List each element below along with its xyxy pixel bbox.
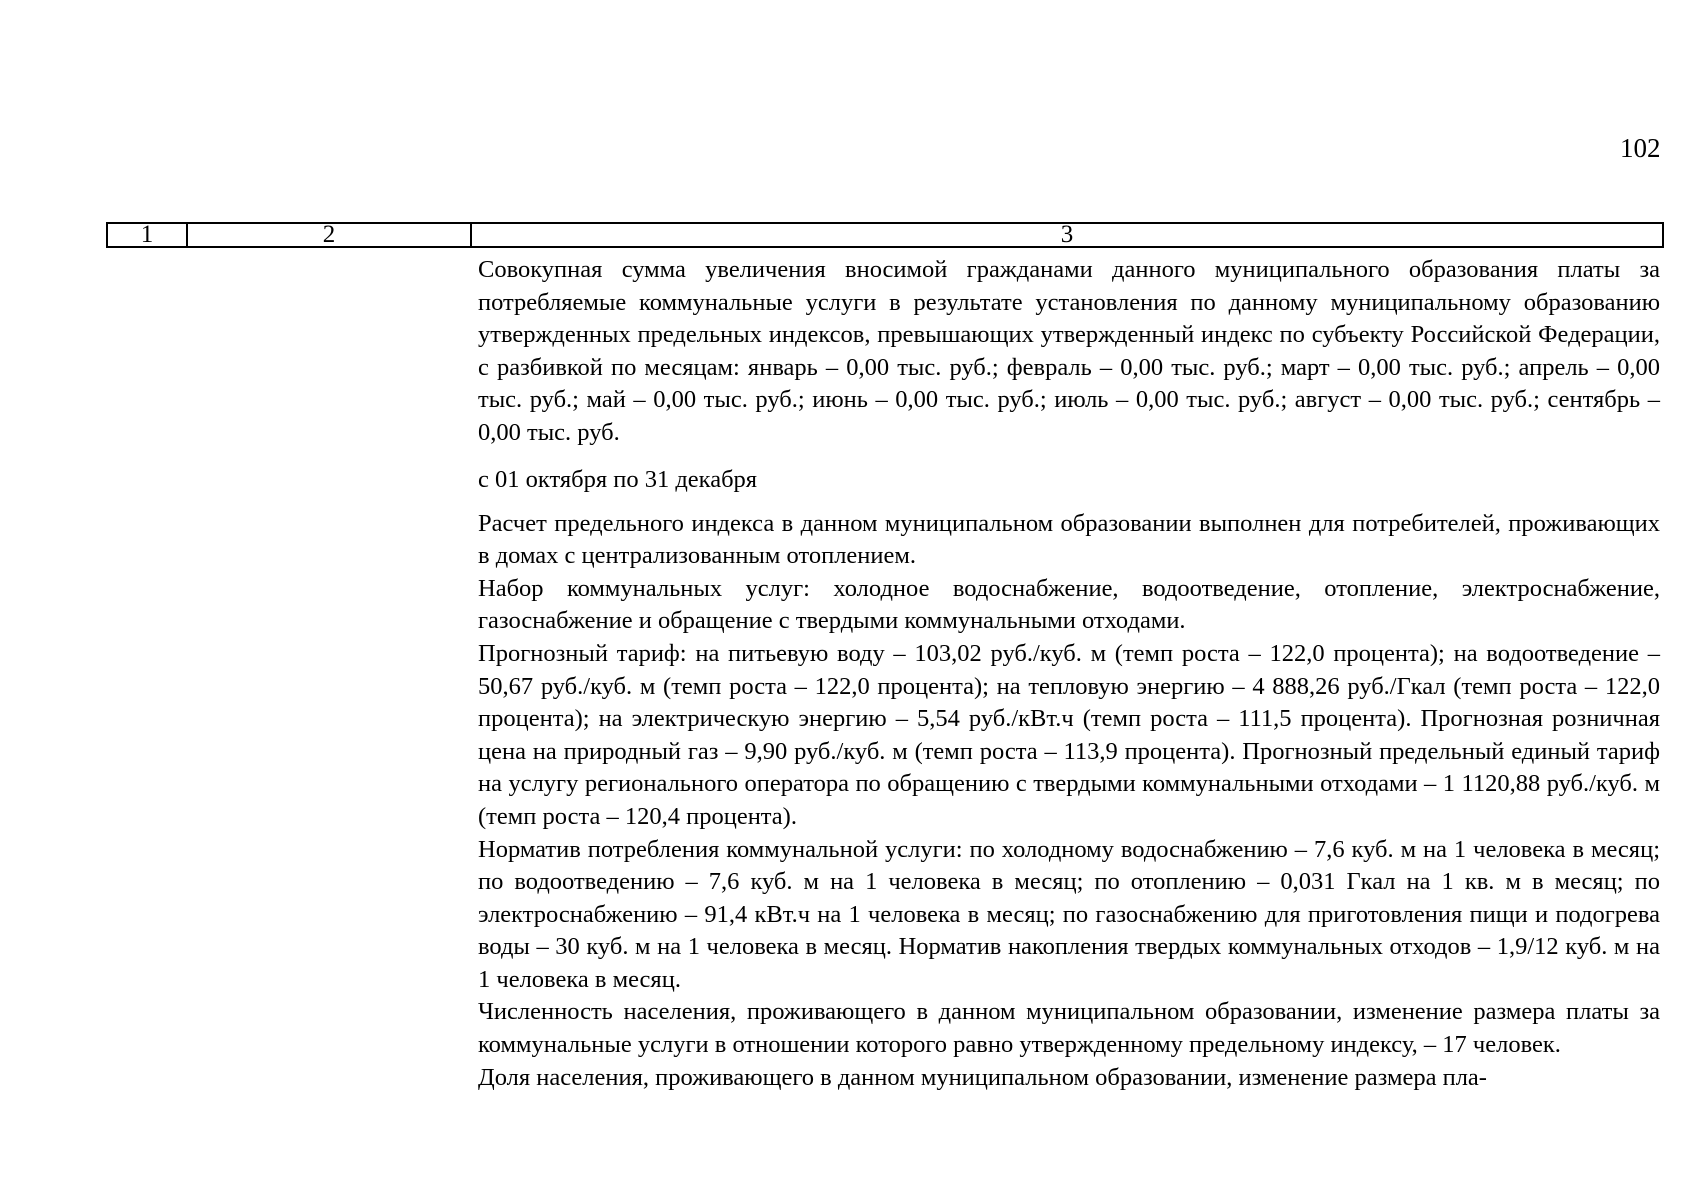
- document-body: [478, 254, 1660, 1094]
- page-number: 102: [1620, 133, 1661, 163]
- column-2-header: 2: [187, 223, 471, 247]
- population-share-paragraph: Доля населения, проживающего в данном муниципальном образовании, изменение размера пла-: [478, 1063, 1487, 1091]
- column-1-header: 1: [107, 223, 187, 247]
- tariff-paragraph: Прогнозный тариф: на питьевую воду – 103,02 руб./куб. м (темп роста – 122,0 процента); на водоотведение – 50,67 руб./куб. м (темп роста – 122,0 процента); на тепловую энергию – 4 888,26 руб./Гкал (темп роста – 122,0 процента); на электрическую энергию – 5,54 руб./кВт.ч (темп роста – 111,5 процента). Прогнозная розничная цена на природный газ – 9,90 руб./куб. м (темп роста – 113,9 процента). Прогнозный предельный единый тариф на услугу регионального оператора по обращению с твердыми коммунальными отходами – 1 1120,88 руб./куб. м (темп роста – 120,4 процента).: [478, 639, 1660, 830]
- calculation-basis-paragraph: Расчет предельного индекса в данном муниципальном образовании выполнен для потребителей, проживающих в домах с централизованным отоплением.: [478, 509, 1660, 570]
- population-paragraph: Численность населения, проживающего в данном муниципальном образовании, изменение размера платы за коммунальные услуги в отношении которого равно утвержденному предельному индексу, – 17 человек.: [478, 998, 1660, 1059]
- column-number-header: [106, 222, 1664, 248]
- period-heading: с 01 октября по 31 декабря: [478, 465, 758, 493]
- payment-increase-paragraph: Совокупная сумма увеличения вносимой гражданами данного муниципального образования платы за потребляемые коммунальные услуги в результате установления по данному муниципальному образованию утвержденных предельных индексов, превышающих утвержденный индекс по субъекту Российской Федерации, с разбивкой по месяцам: январь – 0,00 тыс. руб.; февраль – 0,00 тыс. руб.; март – 0,00 тыс. руб.; апрель – 0,00 тыс. руб.; май – 0,00 тыс. руб.; июнь – 0,00 тыс. руб.; июль – 0,00 тыс. руб.; август – 0,00 тыс. руб.; сентябрь – 0,00 тыс. руб.: [478, 256, 1660, 446]
- column-3-header: 3: [1060, 221, 1074, 248]
- consumption-norm-paragraph: Норматив потребления коммунальной услуги: по холодному водоснабжению – 7,6 куб. м на 1 человека в месяц; по водоотведению – 7,6 куб. м на 1 человека в месяц; по отоплению – 0,031 Гкал на 1 кв. м в месяц; по электроснабжению – 91,4 кВт.ч на 1 человека в месяц; по газоснабжению для приготовления пищи и подогрева воды – 30 куб. м на 1 человека в месяц. Норматив накопления твердых коммунальных отходов – 1,9/12 куб. м на 1 человека в месяц.: [478, 835, 1660, 993]
- services-set-paragraph: Набор коммунальных услуг: холодное водоснабжение, водоотведение, отопление, электроснабжение, газоснабжение и обращение с твердыми коммунальными отходами.: [478, 574, 1660, 635]
